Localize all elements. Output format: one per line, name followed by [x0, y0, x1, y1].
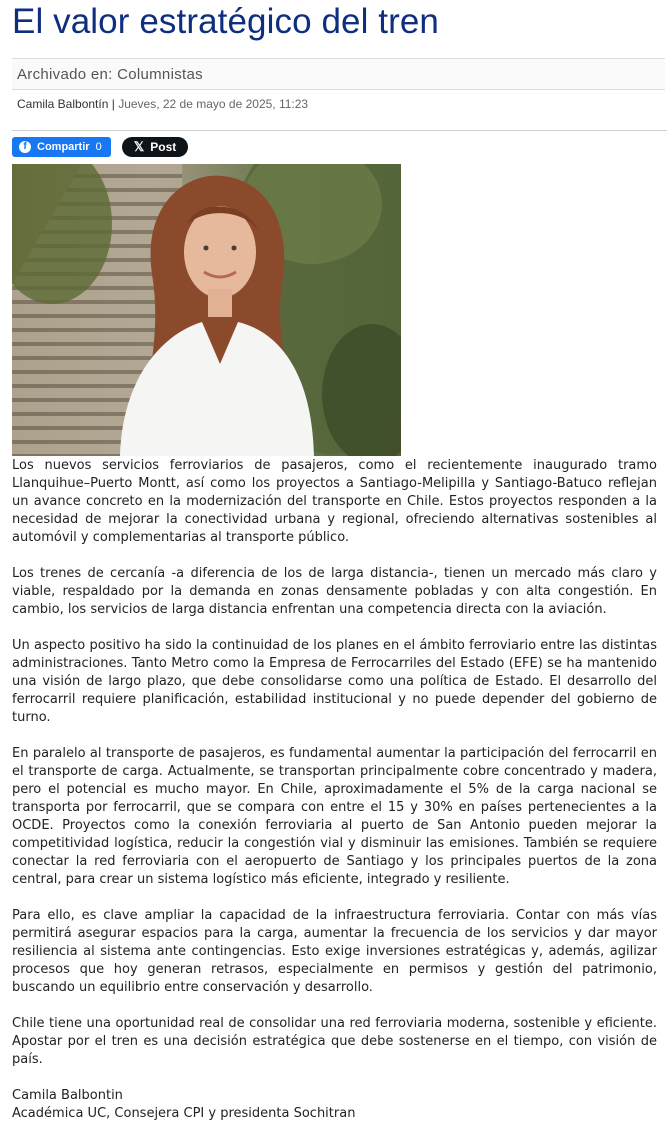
article-paragraph-3: Un aspecto positivo ha sido la continuidad de los planes en el ámbito ferroviario entre las distintas administraciones. Tanto Metro como la Empresa de Ferrocarriles del Estado (EFE) se ha mantenido una visión de largo plazo, que debe consolidarse como una política de Estado. El desarrollo del ferrocarril requiere planificación, estabilidad institucional y no puede depender del gobierno de turno. — [12, 638, 657, 725]
signature-role: Académica UC, Consejera CPI y presidenta Sochitran — [12, 1106, 356, 1121]
signature-name: Camila Balbontin — [12, 1088, 123, 1103]
article-title: El valor estratégico del tren — [12, 2, 440, 41]
author-photo — [12, 164, 401, 456]
article-paragraph-5: Para ello, es clave ampliar la capacidad de la infraestructura ferroviaria. Contar con más vías permitirá asegurar espacios para la carga, aumentar la frecuencia de los servicios y dar mayor resiliencia al sistema ante contingencias. Esto exige inversiones estratégicas y, además, agilizar procesos que hoy generan retrasos, especialmente en permisos y gestión del patrimonio, buscando un equilibrio entre conservación y desarrollo. — [12, 908, 657, 995]
archive-label[interactable]: Archivado en: Columnistas — [17, 66, 203, 83]
facebook-share-count: 0 — [95, 141, 102, 153]
publish-date: Jueves, 22 de mayo de 2025, 11:23 — [118, 97, 309, 111]
facebook-icon: f — [19, 141, 31, 153]
facebook-share-button[interactable] — [12, 137, 111, 157]
x-logo-icon: 𝕏 — [133, 139, 145, 154]
divider — [12, 130, 667, 131]
byline-separator: | — [108, 97, 119, 111]
byline — [17, 97, 308, 111]
author-name: Camila Balbontín — [17, 97, 109, 111]
article-paragraph-4: En paralelo al transporte de pasajeros, es fundamental aumentar la participación del ferrocarril en el transporte de carga. Actualmente, se transportan principalmente cobre concentrado y madera, pero el potencial es mucho mayor. En Chile, aproximadamente el 5% de la carga nacional se transporta por ferrocarril, que se compara con entre el 15 y 30% en países pertenecientes a la OCDE. Proyectos como la conexión ferroviaria al puerto de San Antonio pueden mejorar la competitividad logística, reducir la congestión vial y disminuir las emisiones. También se requiere conectar la red ferroviaria con el aeropuerto de Santiago y los principales puertos de la zona central, para crear un sistema logístico más eficiente, integrado y resiliente. — [12, 746, 657, 887]
signature — [12, 1087, 355, 1123]
article-paragraph-1: Los nuevos servicios ferroviarios de pasajeros, como el recientemente inaugurado tramo Llanquihue–Puerto Montt, así como los proyectos a Santiago-Melipilla y Santiago-Batuco reflejan un avance concreto en la modernización del transporte en Chile. Estos proyectos responden a la necesidad de mejorar la conectividad urbana y regional, ofreciendo alternativas sostenibles al automóvil y complementarias al transporte público. — [12, 458, 657, 545]
facebook-share-label: Compartir — [37, 141, 90, 153]
article-paragraph-6: Chile tiene una oportunidad real de consolidar una red ferroviaria moderna, sostenible y eficiente. Apostar por el tren es una decisión estratégica que debe sostenerse en el tiempo, con visión de país. — [12, 1016, 657, 1067]
archive-bar — [12, 58, 665, 90]
x-post-label: Post — [150, 140, 177, 154]
article-paragraph-2: Los trenes de cercanía -a diferencia de los de larga distancia-, tienen un mercado más claro y viable, respaldado por la demanda en zonas densamente pobladas y con alta congestión. En cambio, los servicios de larga distancia enfrentan una competencia directa con la aviación. — [12, 566, 657, 617]
article-body — [12, 457, 657, 1087]
x-post-button[interactable] — [122, 137, 188, 157]
